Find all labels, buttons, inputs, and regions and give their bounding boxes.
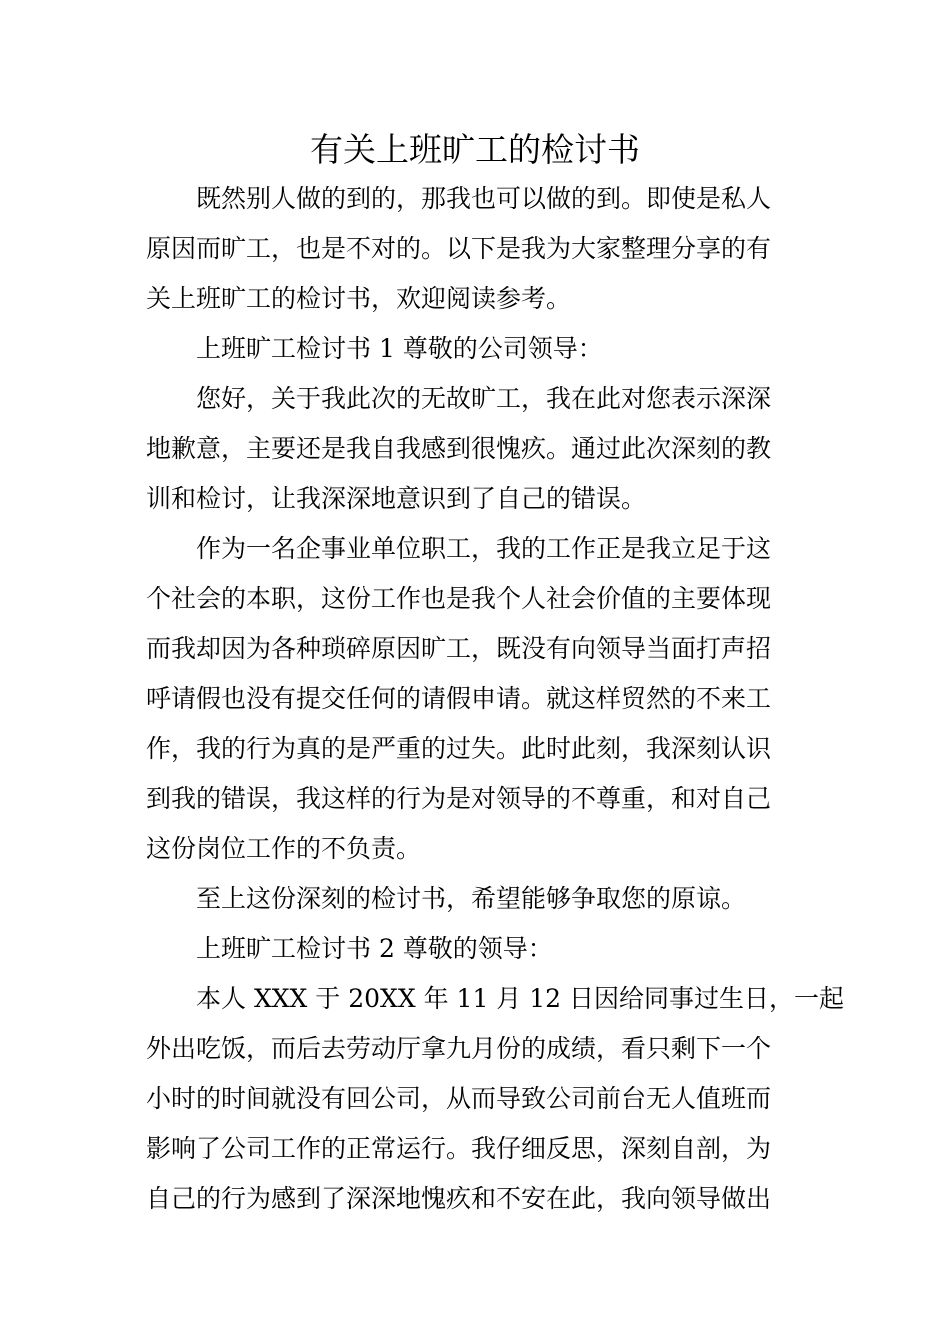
paragraph-greeting-1	[146, 374, 806, 524]
paragraph-heading-2	[146, 924, 806, 974]
document-body	[146, 174, 844, 1224]
text-line: 至上这份深刻的检讨书，希望能够争取您的原谅。	[196, 884, 747, 913]
text-line: 关上班旷工的检讨书，欢迎阅读参考。	[146, 284, 572, 313]
text-line: 自己的行为感到了深深地愧疚和不安在此，我向领导做出	[146, 1184, 772, 1213]
text-line: 既然别人做的到的，那我也可以做的到。即使是私人	[196, 184, 772, 213]
text-line: 外出吃饭，而后去劳动厅拿九月份的成绩，看只剩下一个	[146, 1034, 772, 1063]
text-line: 上班旷工检讨书 1 尊敬的公司领导：	[196, 334, 603, 363]
text-line: 上班旷工检讨书 2 尊敬的领导：	[196, 934, 553, 963]
text-line: 这份岗位工作的不负责。	[146, 834, 422, 863]
paragraph-body-2	[146, 974, 844, 1224]
paragraph-heading-1	[146, 324, 806, 374]
text-line: 原因而旷工，也是不对的。以下是我为大家整理分享的有	[146, 234, 772, 263]
text-line: 影响了公司工作的正常运行。我仔细反思，深刻自剖，为	[146, 1134, 772, 1163]
text-line: 地歉意，主要还是我自我感到很愧疚。通过此次深刻的教	[146, 434, 772, 463]
paragraph-closing-1	[146, 874, 806, 924]
text-line: 到我的错误，我这样的行为是对领导的不尊重，和对自己	[146, 784, 772, 813]
text-line: 您好，关于我此次的无故旷工，我在此对您表示深深	[196, 384, 772, 413]
document-title: 有关上班旷工的检讨书	[310, 130, 640, 169]
text-line: 个社会的本职，这份工作也是我个人社会价值的主要体现	[146, 584, 772, 613]
text-line: 训和检讨，让我深深地意识到了自己的错误。	[146, 484, 647, 513]
text-line: 作为一名企事业单位职工，我的工作正是我立足于这	[196, 534, 772, 563]
text-line: 本人 XXX 于 20XX 年 11 月 12 日因给同事过生日，一起	[196, 984, 844, 1013]
text-line: 小时的时间就没有回公司，从而导致公司前台无人值班而	[146, 1084, 772, 1113]
text-line: 呼请假也没有提交任何的请假申请。就这样贸然的不来工	[146, 684, 772, 713]
paragraph-intro	[146, 174, 806, 324]
paragraph-body-1	[146, 524, 806, 874]
text-line: 作，我的行为真的是严重的过失。此时此刻，我深刻认识	[146, 734, 772, 763]
text-line: 而我却因为各种琐碎原因旷工，既没有向领导当面打声招	[146, 634, 772, 663]
